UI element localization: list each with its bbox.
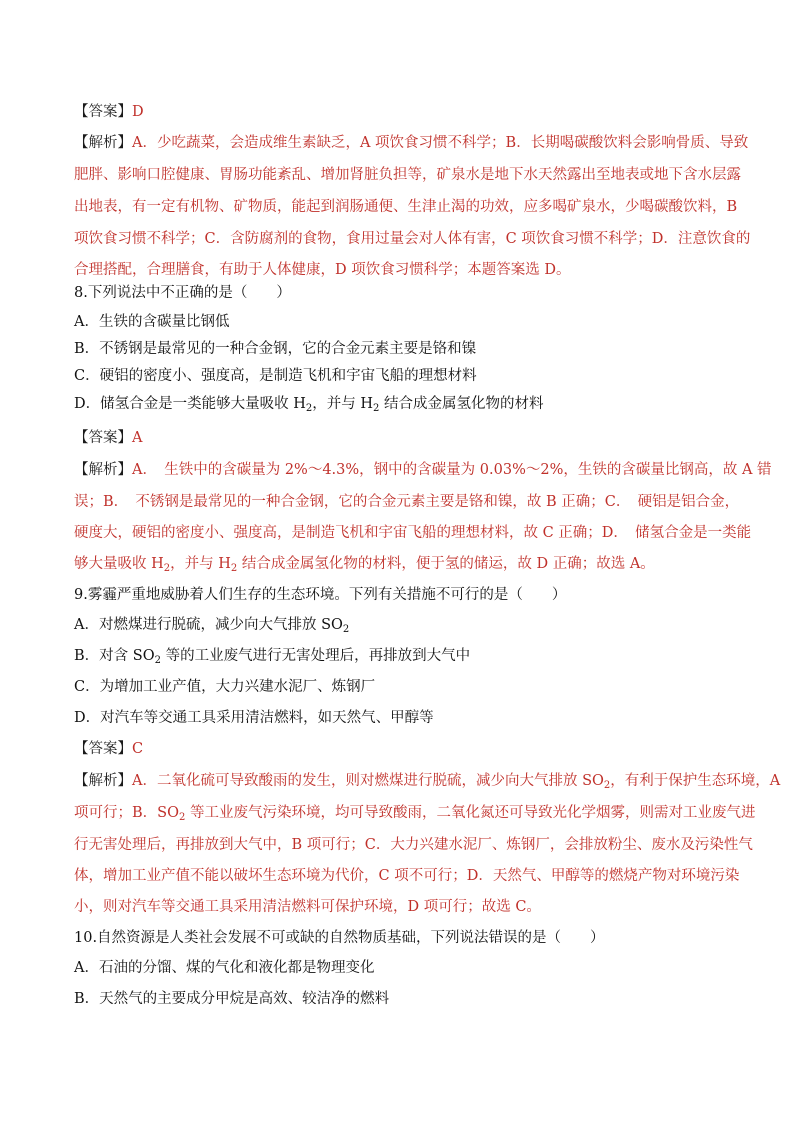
q8-analysis-line: 硬度大，硬铝的密度小、强度高，是制造飞机和宇宙飞船的理想材料，故 C 正确；D． 储氢合金是一类能 [74, 525, 752, 541]
q10-option-a: A．石油的分馏、煤的气化和液化都是物理变化 [74, 960, 375, 976]
q8-option-a: A．生铁的含碳量比钢低 [74, 314, 230, 330]
answer-value: D [132, 104, 144, 120]
q9-analysis-line: 小，则对汽车等交通工具采用清洁燃料可保护环境，D 项可行；故选 C。 [74, 899, 541, 915]
q7-analysis-line: 【解析】A．少吃蔬菜，会造成维生素缺乏，A 项饮食习惯不科学；B．长期喝碳酸饮料会影响骨质、导致 [74, 135, 749, 151]
q8-analysis-line: 够大量吸收 $H_2$，并与 $H_2$ 结合成金属氢化物的材料，便于氢的储运，故 D 正确；故选 A。 [74, 556, 655, 574]
q9-option-b: B．对含 $SO_2$ 等的工业废气进行无害处理后，再排放到大气中 [74, 648, 471, 666]
q7-analysis-line: 肥胖、影响口腔健康、胃肠功能紊乱、增加肾脏负担等，矿泉水是地下水天然露出至地表或地下含水层露 [74, 167, 741, 183]
answer-tag: 【答案】 [74, 430, 132, 446]
answer-value: C [132, 741, 144, 757]
q8-analysis-line: 【解析】A． 生铁中的含碳量为 2%～4.3%，钢中的含碳量为 0.03%～2%，生铁的含碳量比钢高，故 A 错 [74, 462, 772, 478]
q7-analysis-line: 出地表，有一定有机物、矿物质，能起到润肠通便、生津止渴的功效，应多喝矿泉水，少喝碳酸饮料，B [74, 199, 738, 215]
q9-option-c: C．为增加工业产值，大力兴建水泥厂、炼钢厂 [74, 679, 376, 695]
q9-stem: 9.雾霾严重地威胁着人们生存的生态环境。下列有关措施不可行的是（ ） [74, 587, 567, 603]
q10-option-b: B．天然气的主要成分甲烷是高效、较洁净的燃料 [74, 991, 390, 1007]
q8-option-c: C．硬铝的密度小、强度高，是制造飞机和宇宙飞船的理想材料 [74, 368, 477, 384]
q9-analysis-line: 项可行；B．$SO_2$ 等工业废气污染环境，均可导致酸雨，二氧化氮还可导致光化学烟雾，则需对工业废气进 [74, 805, 756, 823]
q9-analysis-line: 【解析】A．二氧化硫可导致酸雨的发生，则对燃煤进行脱硫，减少向大气排放 $SO_2$，有利于保护生态环境，A [74, 773, 781, 791]
q7-answer [74, 102, 144, 122]
q8-option-d: D．储氢合金是一类能够大量吸收 $H_2$，并与 $H_2$ 结合成金属氢化物的材料 [74, 396, 544, 414]
q9-option-a: A．对燃煤进行脱硫，减少向大气排放 $SO_2$ [74, 617, 350, 635]
q7-analysis-line: 项饮食习惯不科学；C．含防腐剂的食物，食用过量会对人体有害，C 项饮食习惯不科学；D．注意饮食的 [74, 231, 751, 247]
analysis-tag: 【解析】 [74, 135, 132, 151]
q10-stem: 10.自然资源是人类社会发展不可或缺的自然物质基础，下列说法错误的是（ ） [74, 930, 605, 946]
q9-option-d: D．对汽车等交通工具采用清洁燃料，如天然气、甲醇等 [74, 710, 434, 726]
answer-tag: 【答案】 [74, 104, 132, 120]
q9-analysis-line: 体，增加工业产值不能以破坏生态环境为代价，C 项不可行；D．天然气、甲醇等的燃烧产物对环境污染 [74, 868, 740, 884]
q8-analysis-line: 误；B． 不锈钢是最常见的一种合金钢，它的合金元素主要是铬和镍，故 B 正确；C． 硬铝是铝合金， [74, 494, 740, 510]
answer-tag: 【答案】 [74, 741, 132, 757]
answer-value: A [132, 430, 143, 446]
q9-analysis-line: 行无害处理后，再排放到大气中，B 项可行；C．大力兴建水泥厂、炼钢厂，会排放粉尘、废水及污染性气 [74, 837, 753, 853]
q9-answer [74, 739, 143, 759]
q8-option-b: B．不锈钢是最常见的一种合金钢，它的合金元素主要是铬和镍 [74, 341, 477, 357]
q8-stem: 8.下列说法中不正确的是（ ） [74, 285, 291, 301]
q8-answer [74, 428, 142, 448]
analysis-tag: 【解析】 [74, 462, 132, 478]
q7-analysis-line: 合理搭配，合理膳食，有助于人体健康，D 项饮食习惯科学；本题答案选 D。 [74, 262, 571, 278]
analysis-tag: 【解析】 [74, 773, 132, 789]
